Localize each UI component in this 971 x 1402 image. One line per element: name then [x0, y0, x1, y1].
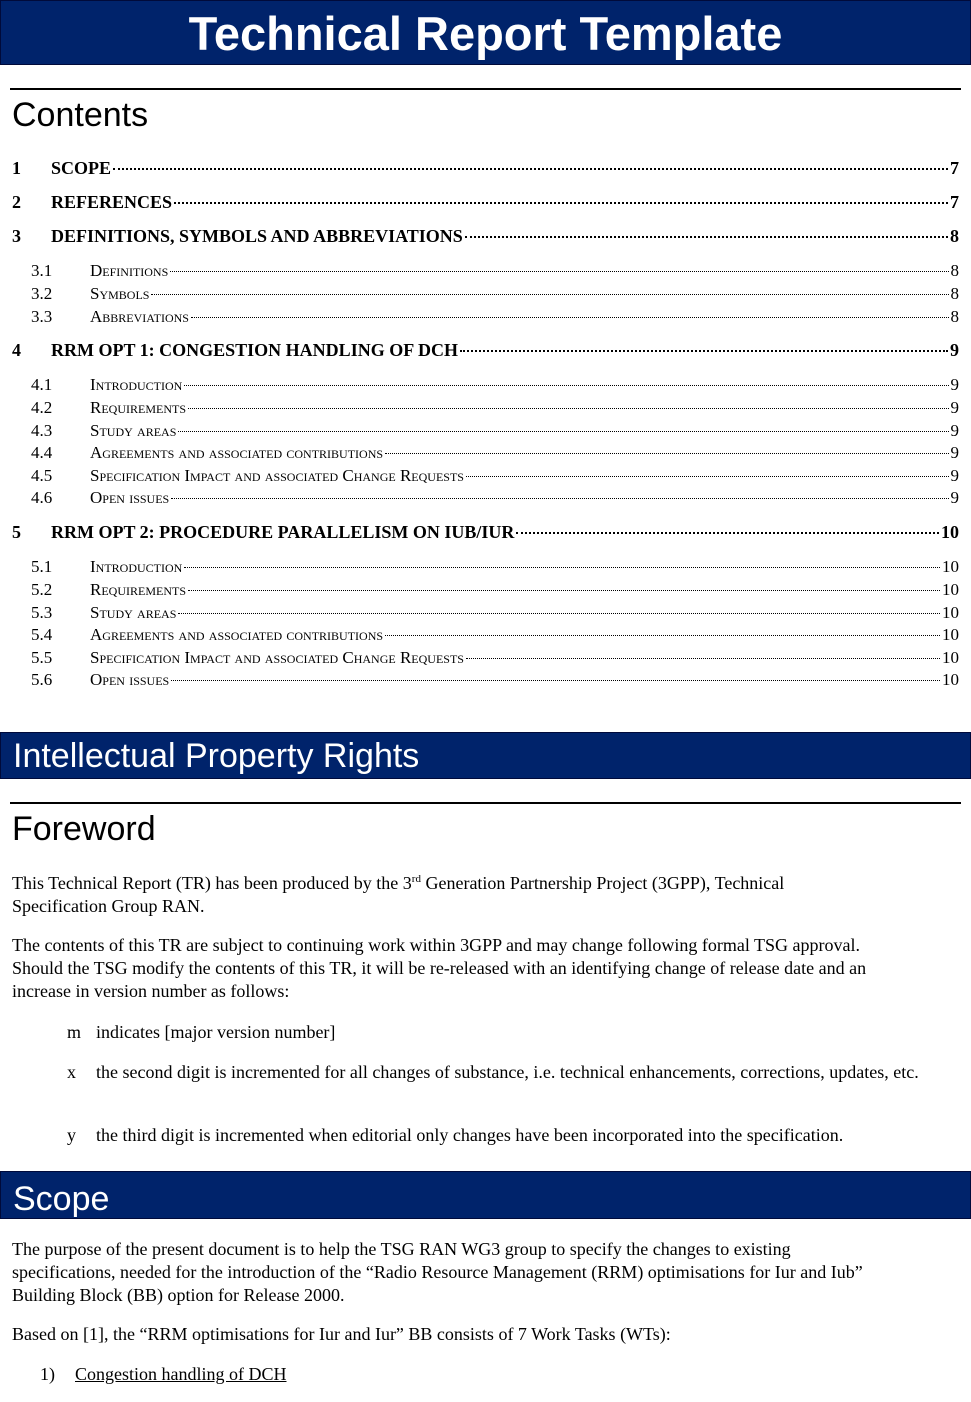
ipr-heading: Intellectual Property Rights — [13, 737, 420, 775]
toc-number: 4.3 — [31, 421, 53, 440]
toc-number: 2 — [12, 192, 21, 212]
toc-number: 5.1 — [31, 557, 53, 576]
toc-number: 1 — [12, 158, 21, 178]
toc-label: Requirements — [90, 398, 187, 417]
work-task-number: 1) — [40, 1364, 55, 1384]
toc-label: SCOPE — [51, 158, 112, 178]
toc-leader — [465, 236, 948, 238]
foreword-paragraph-1 — [12, 872, 962, 918]
foreword-p2-line1: The contents of this TR are subject to continuing work within 3GPP and may change following formal TSG approval. — [12, 935, 861, 955]
toc-leader — [170, 271, 948, 272]
toc-entry-4-2[interactable] — [12, 398, 959, 418]
toc-number: 5 — [12, 522, 21, 542]
scope-section-banner — [0, 1171, 971, 1219]
version-digit-key: x — [67, 1062, 76, 1082]
document-title-banner — [0, 0, 971, 65]
toc-number: 4.2 — [31, 398, 53, 417]
toc-label: Open issues — [90, 670, 170, 689]
foreword-p1-text: This Technical Report (TR) has been produced by the 3 — [12, 873, 412, 893]
version-digit-item — [67, 1061, 927, 1084]
toc-entry-5-3[interactable] — [12, 603, 959, 623]
foreword-p1-line2: Specification Group RAN. — [12, 896, 205, 916]
toc-page-number: 9 — [950, 340, 959, 360]
toc-label: Requirements — [90, 580, 187, 599]
toc-page-number: 8 — [950, 307, 959, 326]
toc-label: Symbols — [90, 284, 150, 303]
toc-page-number: 10 — [942, 557, 959, 576]
foreword-p1-text-cont: Generation Partnership Project (3GPP), Technical — [420, 873, 785, 893]
toc-number: 3.2 — [31, 284, 53, 303]
toc-page-number: 9 — [950, 488, 959, 507]
toc-label: Agreements and associated contributions — [90, 443, 384, 462]
version-digit-item — [67, 1021, 927, 1044]
toc-number: 3.3 — [31, 307, 53, 326]
toc-entry-2[interactable] — [12, 192, 959, 213]
version-digit-text: the third digit is incremented when editorial only changes have been incorporated into the specification. — [96, 1125, 844, 1145]
toc-page-number: 9 — [950, 375, 959, 394]
toc-leader — [178, 613, 940, 614]
toc-page-number: 8 — [950, 261, 959, 280]
toc-page-number: 8 — [950, 284, 959, 303]
toc-page-number: 9 — [950, 421, 959, 440]
toc-number: 4.6 — [31, 488, 53, 507]
toc-page-number: 9 — [950, 466, 959, 485]
toc-label: Specification Impact and associated Change Requests — [90, 466, 464, 485]
toc-label: Study areas — [90, 603, 177, 622]
toc-leader — [460, 350, 948, 352]
toc-label: Definitions — [90, 261, 169, 280]
version-digit-key: m — [67, 1022, 82, 1042]
ipr-section-banner — [0, 732, 971, 779]
toc-entry-4-3[interactable] — [12, 421, 959, 441]
foreword-heading: Foreword — [12, 810, 156, 848]
scope-paragraph-2: Based on [1], the “RRM optimisations for Iur and Iur” BB consists of 7 Work Tasks (WTs): — [12, 1324, 671, 1344]
scope-paragraph-1 — [12, 1238, 962, 1307]
version-digit-key: y — [67, 1125, 76, 1145]
toc-page-number: 9 — [950, 443, 959, 462]
scope-p1-line1: The purpose of the present document is to help the TSG RAN WG3 group to specify the changes to existing — [12, 1239, 791, 1259]
contents-heading: Contents — [12, 96, 149, 134]
contents-top-rule — [10, 88, 961, 90]
toc-leader — [385, 453, 948, 454]
toc-number: 4.5 — [31, 466, 53, 485]
toc-page-number: 10 — [942, 648, 959, 667]
toc-entry-5[interactable] — [12, 522, 959, 543]
toc-page-number: 10 — [942, 625, 959, 644]
toc-entry-3[interactable] — [12, 226, 959, 247]
toc-page-number: 10 — [942, 603, 959, 622]
toc-number: 3 — [12, 226, 21, 246]
scope-p1-line3: Building Block (BB) option for Release 2000. — [12, 1285, 345, 1305]
toc-entry-5-4[interactable] — [12, 625, 959, 645]
foreword-p2-line3: increase in version number as follows: — [12, 981, 290, 1001]
toc-number: 5.4 — [31, 625, 53, 644]
toc-leader — [184, 567, 940, 568]
toc-entry-3-3[interactable] — [12, 307, 959, 327]
toc-label: Abbreviations — [90, 307, 189, 326]
toc-label: Agreements and associated contributions — [90, 625, 384, 644]
toc-leader — [191, 317, 949, 318]
toc-leader — [385, 635, 940, 636]
toc-entry-5-1[interactable] — [12, 557, 959, 577]
version-digit-text: indicates [major version number] — [96, 1022, 336, 1042]
toc-leader — [178, 431, 948, 432]
scope-heading: Scope — [13, 1180, 110, 1218]
toc-entry-5-6[interactable] — [12, 670, 959, 690]
toc-leader — [113, 168, 948, 170]
scope-p1-line2: specifications, needed for the introduction of the “Radio Resource Management (RRM) optimisations for Iur and Iub” — [12, 1262, 863, 1282]
toc-page-number: 7 — [950, 192, 959, 212]
toc-entry-3-1[interactable] — [12, 261, 959, 281]
toc-leader — [171, 498, 948, 499]
toc-entry-4-6[interactable] — [12, 488, 959, 508]
toc-leader — [171, 680, 940, 681]
document-title: Technical Report Template — [188, 7, 783, 60]
toc-leader — [188, 408, 948, 409]
toc-leader — [188, 590, 940, 591]
toc-number: 3.1 — [31, 261, 53, 280]
toc-number: 4.1 — [31, 375, 53, 394]
toc-leader — [184, 385, 948, 386]
toc-entry-4[interactable] — [12, 340, 959, 361]
toc-entry-4-4[interactable] — [12, 443, 959, 463]
toc-label: DEFINITIONS, SYMBOLS AND ABBREVIATIONS — [51, 226, 463, 246]
foreword-paragraph-2 — [12, 934, 962, 1003]
toc-number: 4.4 — [31, 443, 53, 462]
work-task-item — [40, 1363, 900, 1386]
toc-label: REFERENCES — [51, 192, 173, 212]
toc-label: RRM OPT 1: CONGESTION HANDLING OF DCH — [51, 340, 459, 360]
toc-page-number: 10 — [942, 580, 959, 599]
toc-entry-1[interactable] — [12, 158, 959, 179]
toc-label: Specification Impact and associated Change Requests — [90, 648, 464, 667]
toc-leader — [151, 294, 948, 295]
toc-page-number: 9 — [950, 398, 959, 417]
toc-page-number: 10 — [941, 522, 959, 542]
toc-entry-4-1[interactable] — [12, 375, 959, 395]
toc-label: RRM OPT 2: PROCEDURE PARALLELISM ON IUB/IUR — [51, 522, 515, 542]
toc-number: 5.3 — [31, 603, 53, 622]
version-digit-text: the second digit is incremented for all changes of substance, i.e. technical enhancements, corrections, updates, etc. — [96, 1062, 919, 1082]
ordinal-superscript: rd — [411, 873, 421, 885]
toc-leader — [466, 658, 940, 659]
version-digit-item — [67, 1124, 927, 1147]
toc-page-number: 8 — [950, 226, 959, 246]
toc-number: 4 — [12, 340, 21, 360]
work-task-link[interactable]: Congestion handling of DCH — [75, 1364, 287, 1384]
toc-label: Introduction — [90, 375, 183, 394]
toc-entry-5-5[interactable] — [12, 648, 959, 668]
toc-leader — [174, 202, 948, 204]
toc-number: 5.6 — [31, 670, 53, 689]
foreword-p2-line2: Should the TSG modify the contents of this TR, it will be re-released with an identifying change of release date and an — [12, 958, 867, 978]
toc-entry-5-2[interactable] — [12, 580, 959, 600]
toc-label: Open issues — [90, 488, 170, 507]
toc-leader — [516, 532, 939, 534]
toc-number: 5.2 — [31, 580, 53, 599]
toc-label: Study areas — [90, 421, 177, 440]
toc-leader — [466, 476, 949, 477]
toc-page-number: 7 — [950, 158, 959, 178]
toc-entry-3-2[interactable] — [12, 284, 959, 304]
toc-label: Introduction — [90, 557, 183, 576]
foreword-top-rule — [10, 802, 961, 804]
toc-page-number: 10 — [942, 670, 959, 689]
toc-number: 5.5 — [31, 648, 53, 667]
toc-entry-4-5[interactable] — [12, 466, 959, 486]
